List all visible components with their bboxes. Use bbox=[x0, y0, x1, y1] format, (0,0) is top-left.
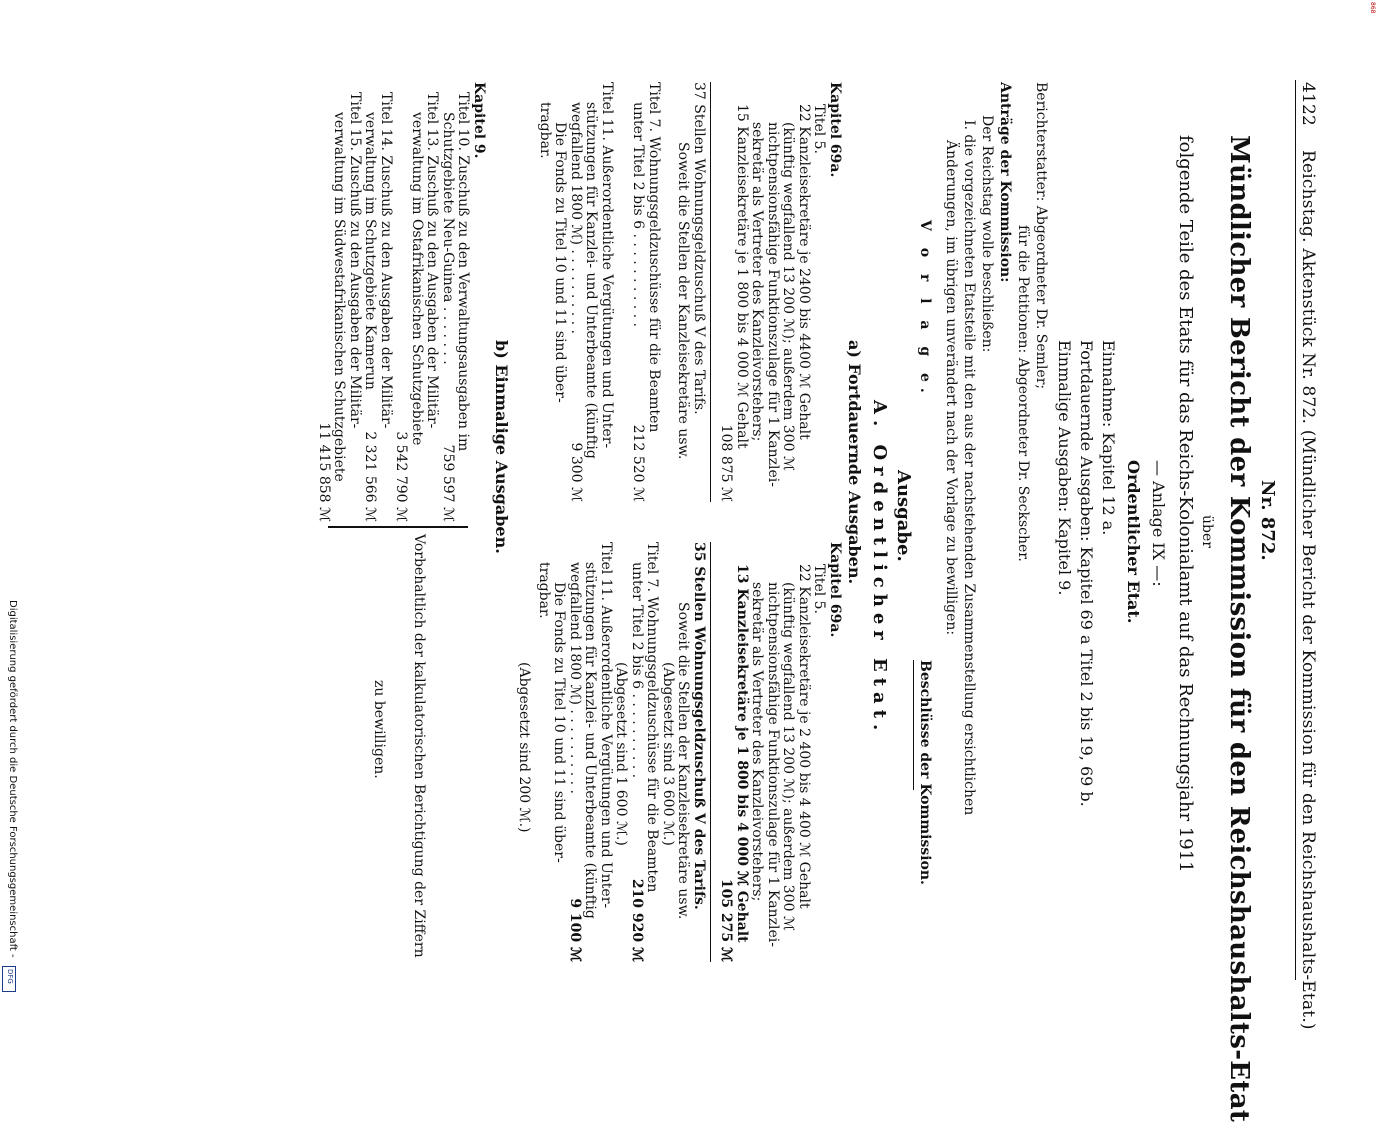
titel-5-label: Titel 5. bbox=[811, 104, 828, 155]
titel11-line-right: tragbar. bbox=[536, 562, 552, 619]
soweit-line-right: Soweit die Stellen der Kanzleisekretäre usw. bbox=[675, 602, 692, 920]
titel5-line: 22 Kanzleisekretäre je 2400 bis 4400 ℳ Gehalt bbox=[796, 104, 812, 440]
document-title: Mündlicher Bericht der Kommission für den Reichshaushalts-Etat bbox=[1224, 135, 1254, 1122]
titel11-line-3-right: wegfallend 1800 ℳ) . . . . . . . . . . 9 100 ℳ bbox=[567, 562, 583, 962]
page-number: 4122 bbox=[1298, 82, 1318, 127]
bracket-note-1: Vorbehaltlich der kalkulatorischen Berichtigung der Ziffern bbox=[411, 534, 427, 958]
rotated-document-page bbox=[66, 40, 1326, 1122]
etat-heading: Ordentlicher Etat. bbox=[1124, 460, 1143, 624]
titel14-line: Titel 14. Zuschuß zu den Ausgaben der Militär- bbox=[378, 92, 394, 429]
abgesetzt-note: (Abgesetzt sind 3 600 ℳ.) bbox=[660, 662, 676, 846]
titel5-line: sekretär als Vertreter des Kanzleivorstehers; bbox=[749, 122, 766, 442]
stellen-line: 37 Stellen Wohnungsgeldzuschuß V des Tarifs. bbox=[691, 82, 707, 415]
einmalige-line: Einmalige Ausgaben: Kapitel 9. bbox=[1055, 340, 1074, 596]
titel11-line: Die Fonds zu Titel 10 und 11 sind über- bbox=[552, 122, 569, 403]
abgesetzt-note: (Abgesetzt sind 200 ℳ.) bbox=[516, 662, 533, 833]
titel11-amount: 9 300 ℳ bbox=[568, 442, 584, 502]
soweit-line: Soweit die Stellen der Kanzleisekretäre usw. bbox=[675, 142, 692, 460]
titel15-amount: 11 415 858 ℳ bbox=[316, 422, 332, 522]
titel5-amount-right: 105 275 ℳ bbox=[718, 878, 735, 962]
titel11-line: tragbar. bbox=[537, 102, 553, 159]
titel11-line: stützungen für Kanzlei- und Unterbeamte (künftig bbox=[583, 102, 600, 459]
vorlage-heading: V o r l a g e. bbox=[917, 220, 933, 399]
vorlage-column bbox=[718, 82, 842, 502]
titel-5-label-right: Titel 5. bbox=[811, 564, 828, 615]
titel5-line-right: 13 Kanzleisekretäre je 1 800 bis 4 000 ℳ Gehalt bbox=[734, 564, 750, 943]
subject-line: folgende Teile des Etats für das Reichs-Kolonialamt auf das Rechnungsjahr 1911 bbox=[1175, 135, 1196, 873]
beschliessen-line: Der Reichstag wolle beschließen: bbox=[979, 115, 995, 353]
titel7-line: Titel 7. Wohnungsgeldzuschüsse für die Beamten bbox=[646, 82, 662, 433]
titel11-line-3: wegfallend 1800 ℳ) . . . . . . . . . . 9 300 ℳ bbox=[568, 102, 584, 502]
titel11-line-right: Titel 11. Außerordentliche Vergütungen und Unter- bbox=[598, 542, 614, 909]
running-title: Reichstag. Aktenstück Nr. 872. (Mündlicher Bericht der Kommission für den Reichshaushalts-Etat.) bbox=[1298, 150, 1318, 1030]
titel5-line-right: nichtpensionsfähige Funktionszulage für 1 Kanzlei- bbox=[765, 582, 781, 947]
beschluesse-column-2 bbox=[516, 542, 706, 962]
beschluesse-heading: Beschlüsse der Kommission. bbox=[917, 660, 933, 885]
titel15-line: Titel 15. Zuschuß zu den Ausgaben der Militär- bbox=[347, 92, 363, 429]
titel7-line-2-right: unter Titel 2 bis 6 . . . . . . . . . . 210 920 ℳ bbox=[629, 562, 645, 962]
titel11-line-right: stützungen für Kanzlei- und Unterbeamte (künftig bbox=[582, 562, 599, 919]
page-code: 868 bbox=[1369, 2, 1376, 14]
titel5-line: nichtpensionsfähige Funktionszulage für 1 Kanzlei- bbox=[765, 122, 781, 487]
antraege-heading: Anträge der Kommission: bbox=[997, 82, 1013, 283]
document-number: Nr. 872. bbox=[1257, 480, 1278, 561]
ueber-text: über bbox=[1199, 515, 1215, 548]
titel13-line: verwaltung im Ostafrikanischen Schutzgebiete bbox=[409, 112, 425, 446]
funding-note: Digitalisierung gefördert durch die Deutsche Forschungsgemeinschaft - bbox=[7, 600, 18, 958]
einnahme-line: Einnahme: Kapitel 12 a. bbox=[1099, 340, 1118, 536]
vorlage-column-2 bbox=[537, 82, 707, 502]
stellen-line-right: 35 Stellen Wohnungsgeldzuschuß V des Tarifs. bbox=[691, 542, 707, 910]
titel10-amount: 759 597 ℳ bbox=[440, 444, 456, 522]
berichterstatter: Berichterstatter: Abgeordneter Dr. Semler; bbox=[1033, 82, 1049, 390]
bracket-note-2: zu bewilligen. bbox=[371, 680, 387, 779]
section-A-heading: A. Ordentlicher Etat. bbox=[869, 400, 890, 737]
titel14-line-2: verwaltung im Schutzgebiete Kamerun 2 321 566 ℳ bbox=[362, 112, 379, 522]
beschluesse-column bbox=[718, 542, 842, 962]
header-rule bbox=[1295, 80, 1296, 980]
ausgabe-heading: Ausgabe. bbox=[893, 470, 914, 562]
titel7-line-right: Titel 7. Wohnungsgeldzuschüsse für die Beamten bbox=[644, 542, 661, 893]
titel11-amount-right: 9 100 ℳ bbox=[567, 898, 583, 962]
section-a-heading: a) Fortdauernde Ausgaben. bbox=[845, 340, 864, 585]
beschluesse-underline bbox=[913, 660, 914, 790]
titel10-line-2: Schutzgebiete Neu-Guinea . . . . . . . 759 597 ℳ bbox=[440, 112, 456, 522]
titel5-line-right: (künftig wegfallend 13 200 ℳ); außerdem 300 ℳ bbox=[780, 582, 797, 931]
kapitel9-heading: Kapitel 9. bbox=[471, 82, 487, 159]
titel5-line-right: sekretär als Vertreter des Kanzleivorstehers; bbox=[749, 582, 766, 902]
titel15-line: verwaltung im Südwestafrikanischen Schutzgebiete bbox=[331, 112, 348, 482]
titel7-amount: 212 520 ℳ bbox=[630, 424, 647, 502]
titel11-line: Titel 11. Außerordentliche Vergütungen und Unter- bbox=[599, 82, 615, 449]
kapitel-69a-heading-right: Kapitel 69a. bbox=[827, 542, 843, 638]
titel13-amount: 3 542 790 ℳ bbox=[393, 431, 410, 522]
anlage-line: — Anlage IX —: bbox=[1149, 460, 1168, 587]
titel14-amount: 2 321 566 ℳ bbox=[362, 431, 379, 522]
fortdauernde-line: Fortdauernde Ausgaben: Kapitel 69 a Titel 2 bis 19, 69 b. bbox=[1077, 340, 1096, 807]
titel7-line-2: unter Titel 2 bis 6 . . . . . . . . . . . 212 520 ℳ bbox=[630, 102, 647, 502]
kapitel9-block bbox=[316, 82, 487, 522]
titel11-line-right: Die Fonds zu Titel 10 und 11 sind über- bbox=[551, 582, 568, 863]
titel5-amount: 108 875 ℳ bbox=[718, 424, 735, 502]
dfg-logo: DFG bbox=[2, 966, 16, 992]
titel10-line: Titel 10. Zuschuß zu den Verwaltungsausgaben im bbox=[455, 92, 472, 452]
abgesetzt-note: (Abgesetzt sind 1 600 ℳ.) bbox=[613, 662, 630, 846]
item-I-line-1: I. die vorgezeichneten Etatsteile mit den aus der nachstehenden Zusammenstellung ersichtlichen bbox=[961, 120, 977, 816]
brace bbox=[328, 526, 468, 528]
titel5-line-right: 22 Kanzleisekretäre je 2 400 bis 4 400 ℳ Gehalt bbox=[796, 564, 812, 909]
petitionen-line: für die Petitionen: Abgeordneter Dr. Seckscher. bbox=[1015, 225, 1031, 562]
titel7-amount-right: 210 920 ℳ bbox=[629, 878, 645, 962]
section-rule bbox=[710, 82, 711, 502]
section-rule-right bbox=[710, 542, 711, 962]
titel13-line: Titel 13. Zuschuß zu den Ausgaben der Militär- bbox=[424, 92, 441, 429]
item-I-line-2: Änderungen, im übrigen unverändert nach der Vorlage zu bewilligen: bbox=[943, 140, 959, 636]
titel5-line: 15 Kanzleisekretäre je 1 800 bis 4 000 ℳ Gehalt bbox=[734, 104, 750, 449]
titel5-line: (künftig wegfallend 13 200 ℳ); außerdem 300 ℳ bbox=[780, 122, 797, 471]
einmalige-ausgaben-heading: b) Einmalige Ausgaben. bbox=[492, 340, 511, 554]
kapitel-69a-heading: Kapitel 69a. bbox=[827, 82, 843, 178]
